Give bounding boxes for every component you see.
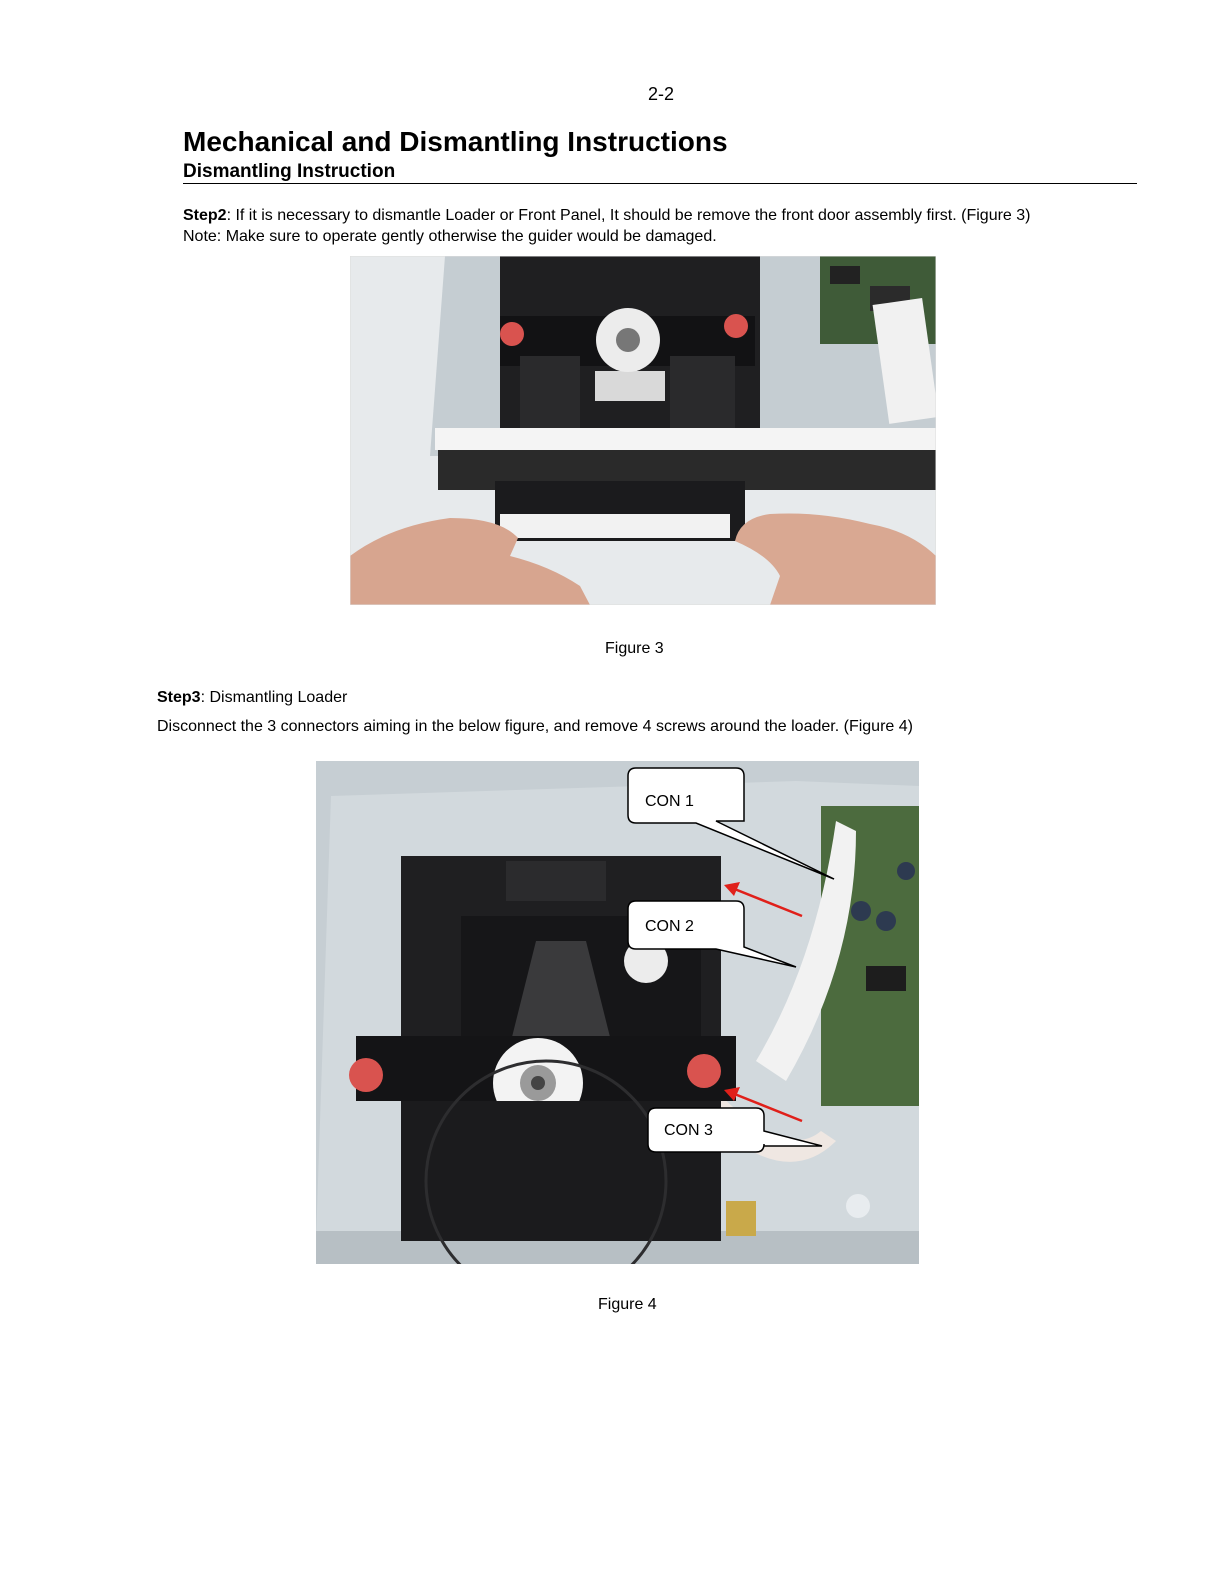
title-rule: [183, 183, 1137, 184]
step3-instruction: Disconnect the 3 connectors aiming in the below figure, and remove 4 screws around the loader. (Figure 4): [157, 718, 913, 735]
step2-label: Step2: [183, 207, 227, 224]
figure4-caption: Figure 4: [598, 1296, 657, 1313]
step2-text: : If it is necessary to dismantle Loader or Front Panel, It should be remove the front door assembly first. (Figure 3): [226, 207, 1031, 224]
figure3-photo: [350, 256, 936, 605]
callout-con2-label: CON 2: [645, 918, 694, 935]
section-subtitle: Dismantling Instruction: [183, 161, 396, 182]
figure3-caption: Figure 3: [605, 640, 664, 657]
callout-con3-label: CON 3: [664, 1122, 713, 1139]
step3-heading: [157, 687, 347, 708]
page-title: Mechanical and Dismantling Instructions: [183, 126, 728, 157]
callout-con1-label: CON 1: [645, 793, 694, 810]
step2-note: Note: Make sure to operate gently otherwise the guider would be damaged.: [183, 228, 717, 245]
step3-text: : Dismantling Loader: [200, 689, 348, 706]
page-number: 2-2: [647, 84, 674, 104]
step2-paragraph: [183, 205, 1143, 247]
step3-label: Step3: [157, 689, 201, 706]
figure4-photo: [316, 761, 919, 1264]
